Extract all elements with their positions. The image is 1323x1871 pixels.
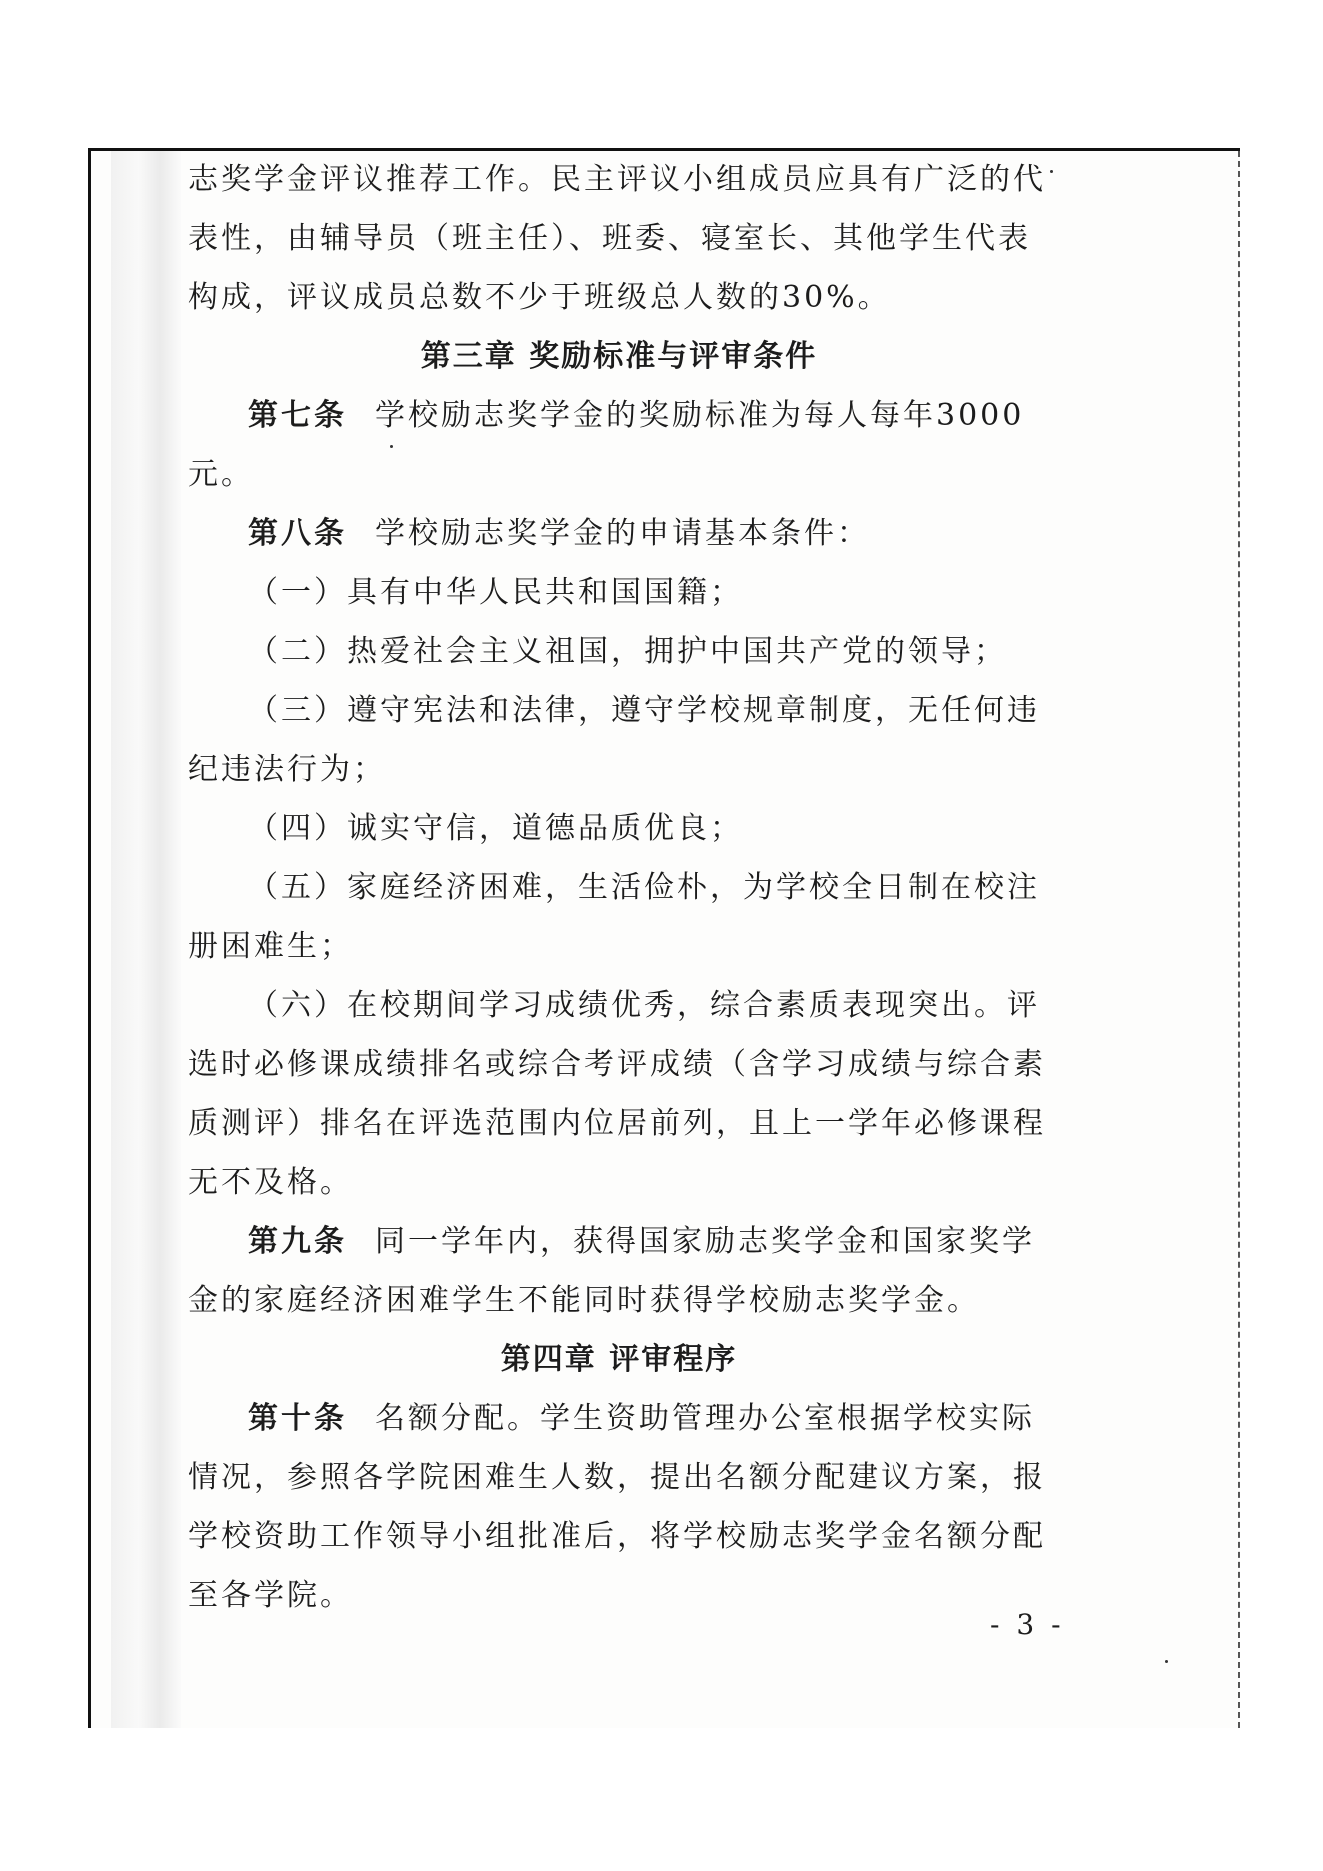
article-text: 学校励志奖学金的申请基本条件： xyxy=(375,516,870,551)
article-label: 第八条 xyxy=(248,516,347,551)
article-7 xyxy=(188,386,1050,504)
condition-item: （二）热爱社会主义祖国，拥护中国共产党的领导； xyxy=(248,634,1007,669)
scan-speck xyxy=(390,445,393,448)
article-label: 第九条 xyxy=(248,1224,347,1259)
condition-item: （四）诚实守信，道德品质优良； xyxy=(248,811,743,846)
article-9 xyxy=(188,1212,1050,1330)
article-text: 名额分配。学生资助管理办公室根据学校实际情况，参照各学院困难生人数，提出名额分配建议方案，报学校资助工作领导小组批准后，将学校励志奖学金名额分配至各学院。 xyxy=(188,1401,1046,1613)
article-label: 第十条 xyxy=(248,1401,347,1436)
document-body xyxy=(188,150,1050,1625)
scan-speck xyxy=(1050,170,1053,173)
chapter-heading-3: 第三章 奖励标准与评审条件 xyxy=(420,339,818,374)
scan-speck xyxy=(1165,1660,1168,1663)
chapter-heading-4: 第四章 评审程序 xyxy=(500,1342,738,1377)
article-10 xyxy=(188,1389,1050,1625)
paragraph-continuation: 志奖学金评议推荐工作。民主评议小组成员应具有广泛的代表性，由辅导员（班主任）、班委、寝室长、其他学生代表构成，评议成员总数不少于班级总人数的30%。 xyxy=(188,162,1046,315)
article-8 xyxy=(188,504,1050,563)
condition-item: （三）遵守宪法和法律，遵守学校规章制度，无任何违纪违法行为； xyxy=(188,693,1040,787)
condition-item: （六）在校期间学习成绩优秀，综合素质表现突出。评选时必修课成绩排名或综合考评成绩（含学习成绩与综合素质测评）排名在评选范围内位居前列，且上一学年必修课程无不及格。 xyxy=(188,988,1046,1200)
article-text: 同一学年内，获得国家励志奖学金和国家奖学金的家庭经济困难学生不能同时获得学校励志奖学金。 xyxy=(188,1224,1035,1318)
article-text: 学校励志奖学金的奖励标准为每人每年3000元。 xyxy=(188,398,1025,492)
condition-item: （一）具有中华人民共和国国籍； xyxy=(248,575,743,610)
condition-item: （五）家庭经济困难，生活俭朴，为学校全日制在校注册困难生； xyxy=(188,870,1040,964)
binding-shadow xyxy=(111,151,181,1728)
article-label: 第七条 xyxy=(248,398,347,433)
page-number: - 3 - xyxy=(990,1608,1065,1641)
